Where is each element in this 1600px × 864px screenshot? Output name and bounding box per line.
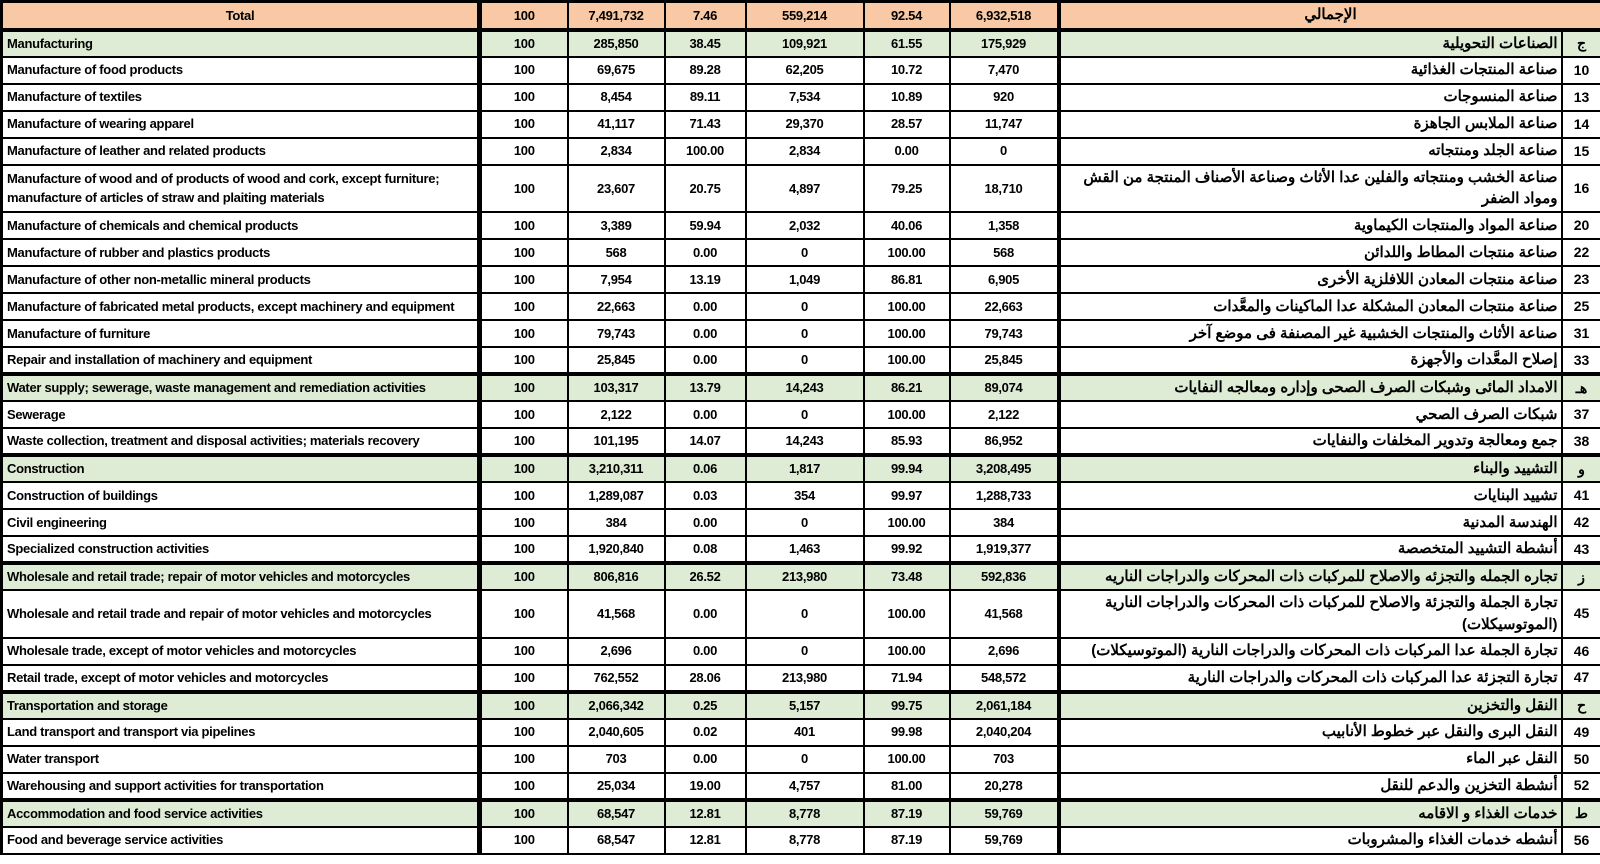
cell-pct-100: 100	[480, 30, 568, 57]
activity-name-ar: تجارة الجملة عدا المركبات ذات المحركات والدراجات النارية (الموتوسيكلات)	[1059, 638, 1562, 665]
activity-name-ar: الهندسة المدنية	[1059, 509, 1562, 536]
activity-name-ar: الامداد المائى وشبكات الصرف الصحى وإداره ومعالجه النفايات	[1059, 374, 1562, 401]
activity-code: و	[1562, 455, 1600, 482]
cell-pct-b: 71.94	[864, 665, 950, 692]
activity-name-en: Water supply; sewerage, waste management and remediation activities	[2, 374, 480, 401]
cell-val-a: 14,243	[746, 428, 864, 455]
cell-val-b: 175,929	[950, 30, 1059, 57]
cell-val-a: 401	[746, 719, 864, 746]
cell-val-a: 213,980	[746, 665, 864, 692]
cell-pct-b: 87.19	[864, 827, 950, 854]
activity-name-ar: خدمات الغذاء و الاقامه	[1059, 800, 1562, 827]
activity-name-ar: تجارة الجملة والتجزئة والاصلاح للمركبات ذات المحركات والدراجات النارية (الموتوسيكلات)	[1059, 590, 1562, 638]
cell-val-b: 20,278	[950, 773, 1059, 800]
activity-name-en: Construction of buildings	[2, 482, 480, 509]
table-row	[2, 536, 1600, 563]
activity-name-ar: صناعة الملابس الجاهزة	[1059, 111, 1562, 138]
cell-pct-100: 100	[480, 509, 568, 536]
cell-val-b: 1,358	[950, 212, 1059, 239]
activity-code: ج	[1562, 30, 1600, 57]
activity-name-ar: النقل والتخزين	[1059, 692, 1562, 719]
activity-name-en: Construction	[2, 455, 480, 482]
cell-val-a: 7,534	[746, 84, 864, 111]
cell-pct-a: 89.28	[665, 57, 746, 84]
activity-code: 13	[1562, 84, 1600, 111]
activity-code: 45	[1562, 590, 1600, 638]
activity-name-en: Manufacture of rubber and plastics products	[2, 239, 480, 266]
table-row	[2, 638, 1600, 665]
cell-pct-100: 100	[480, 638, 568, 665]
activity-name-ar: صناعة منتجات المعادن المشكلة عدا الماكينات والمعَّدات	[1059, 293, 1562, 320]
activity-name-en: Manufacture of fabricated metal products, except machinery and equipment	[2, 293, 480, 320]
cell-pct-a: 0.00	[665, 239, 746, 266]
cell-pct-a: 13.79	[665, 374, 746, 401]
cell-total-count: 101,195	[568, 428, 665, 455]
activity-code: 16	[1562, 165, 1600, 213]
cell-pct-a: 0.00	[665, 293, 746, 320]
cell-pct-100: 100	[480, 165, 568, 213]
cell-val-a: 0	[746, 293, 864, 320]
cell-pct-b: 87.19	[864, 800, 950, 827]
activity-code: ح	[1562, 692, 1600, 719]
table-row	[2, 773, 1600, 800]
cell-pct-a: 28.06	[665, 665, 746, 692]
cell-total-count: 806,816	[568, 563, 665, 590]
table-row	[2, 165, 1600, 213]
activity-code: 10	[1562, 57, 1600, 84]
cell-pct-100: 100	[480, 293, 568, 320]
table-row	[2, 746, 1600, 773]
cell-pct-b: 61.55	[864, 30, 950, 57]
activity-name-ar: أنشطة التشييد المتخصصة	[1059, 536, 1562, 563]
activity-name-en: Manufacture of food products	[2, 57, 480, 84]
cell-pct-a: 13.19	[665, 266, 746, 293]
cell-val-b: 2,040,204	[950, 719, 1059, 746]
cell-pct-a: 0.00	[665, 347, 746, 374]
table-row	[2, 692, 1600, 719]
cell-pct-b: 10.89	[864, 84, 950, 111]
activity-name-ar: صناعة الخشب ومنتجاته والفلين عدا الأثاث وصناعة الأصناف المنتجة من القش ومواد الضفر	[1059, 165, 1562, 213]
cell-val-a: 0	[746, 638, 864, 665]
cell-val-b: 59,769	[950, 827, 1059, 854]
activity-name-en: Warehousing and support activities for transportation	[2, 773, 480, 800]
activity-name-ar: تجاره الجمله والتجزئه والاصلاح للمركبات ذات المحركات والدراجات الناريه	[1059, 563, 1562, 590]
cell-total-count: 2,834	[568, 138, 665, 165]
table-row	[2, 212, 1600, 239]
cell-pct-a: 0.00	[665, 638, 746, 665]
cell-val-a: 1,817	[746, 455, 864, 482]
cell-pct-a: 0.06	[665, 455, 746, 482]
cell-val-b: 6,905	[950, 266, 1059, 293]
activity-name-ar: صناعة المنتجات الغذائية	[1059, 57, 1562, 84]
table-row	[2, 57, 1600, 84]
cell-total-count: 103,317	[568, 374, 665, 401]
cell-val-a: 0	[746, 746, 864, 773]
activity-code: 41	[1562, 482, 1600, 509]
activity-name-ar: صناعة المنسوجات	[1059, 84, 1562, 111]
cell-pct-a: 12.81	[665, 800, 746, 827]
activity-code: 20	[1562, 212, 1600, 239]
cell-val-a: 0	[746, 347, 864, 374]
cell-pct-a: 0.00	[665, 401, 746, 428]
activity-name-ar: إصلاح المعَّدات والأجهزة	[1059, 347, 1562, 374]
cell-val-b: 2,696	[950, 638, 1059, 665]
activity-code: 25	[1562, 293, 1600, 320]
cell-total-count: 23,607	[568, 165, 665, 213]
cell-pct-a: 0.00	[665, 590, 746, 638]
table-row	[2, 482, 1600, 509]
cell-val-b: 384	[950, 509, 1059, 536]
cell-pct-b: 86.81	[864, 266, 950, 293]
table-row	[2, 239, 1600, 266]
cell-pct-100: 100	[480, 239, 568, 266]
cell-pct-a: 0.00	[665, 509, 746, 536]
cell-val-b: 7,470	[950, 57, 1059, 84]
activity-name-en: Water transport	[2, 746, 480, 773]
cell-val-b: 920	[950, 84, 1059, 111]
cell-total-count: 703	[568, 746, 665, 773]
cell-val-b: 2,061,184	[950, 692, 1059, 719]
cell-pct-b: 85.93	[864, 428, 950, 455]
activity-name-en: Manufacture of chemicals and chemical products	[2, 212, 480, 239]
activity-name-en: Wholesale trade, except of motor vehicles and motorcycles	[2, 638, 480, 665]
cell-pct-100: 100	[480, 455, 568, 482]
cell-pct-b: 100.00	[864, 347, 950, 374]
cell-total-count: 762,552	[568, 665, 665, 692]
cell-total-count: 568	[568, 239, 665, 266]
cell-val-a: 354	[746, 482, 864, 509]
cell-pct-b: 99.98	[864, 719, 950, 746]
cell-pct-a: 0.25	[665, 692, 746, 719]
activity-code: 43	[1562, 536, 1600, 563]
cell-pct-100: 100	[480, 84, 568, 111]
activity-name-en: Manufacture of leather and related products	[2, 138, 480, 165]
cell-pct-a: 59.94	[665, 212, 746, 239]
cell-pct-100: 100	[480, 536, 568, 563]
cell-pct-a: 0.03	[665, 482, 746, 509]
cell-pct-100: 100	[480, 212, 568, 239]
cell-pct-a: 71.43	[665, 111, 746, 138]
cell-val-a: 4,757	[746, 773, 864, 800]
cell-val-a: 1,049	[746, 266, 864, 293]
cell-val-a: 4,897	[746, 165, 864, 213]
cell-val-a: 8,778	[746, 827, 864, 854]
cell-val-b: 41,568	[950, 590, 1059, 638]
cell-total-count: 285,850	[568, 30, 665, 57]
cell-pct-b: 99.97	[864, 482, 950, 509]
activity-code: 47	[1562, 665, 1600, 692]
cell-pct-b: 100.00	[864, 239, 950, 266]
activity-code: 23	[1562, 266, 1600, 293]
table-row	[2, 509, 1600, 536]
activity-code: 49	[1562, 719, 1600, 746]
cell-val-b: 22,663	[950, 293, 1059, 320]
cell-total-count: 69,675	[568, 57, 665, 84]
activity-name-ar: أنشطة التخزين والدعم للنقل	[1059, 773, 1562, 800]
activity-name-ar: التشييد والبناء	[1059, 455, 1562, 482]
header-pct-total: 100	[480, 2, 568, 30]
cell-pct-b: 73.48	[864, 563, 950, 590]
activity-name-en: Manufacture of other non-metallic mineral products	[2, 266, 480, 293]
activity-code: 37	[1562, 401, 1600, 428]
cell-total-count: 3,389	[568, 212, 665, 239]
activity-name-ar: تشييد البنايات	[1059, 482, 1562, 509]
cell-val-b: 79,743	[950, 320, 1059, 347]
cell-pct-b: 100.00	[864, 638, 950, 665]
cell-pct-100: 100	[480, 374, 568, 401]
table-row	[2, 266, 1600, 293]
activity-name-en: Waste collection, treatment and disposal activities; materials recovery	[2, 428, 480, 455]
cell-total-count: 68,547	[568, 800, 665, 827]
activity-code: ز	[1562, 563, 1600, 590]
cell-pct-100: 100	[480, 773, 568, 800]
table-row	[2, 347, 1600, 374]
cell-total-count: 2,066,342	[568, 692, 665, 719]
header-label-ar: الإجمالي	[1059, 2, 1600, 30]
cell-pct-a: 89.11	[665, 84, 746, 111]
cell-total-count: 2,696	[568, 638, 665, 665]
cell-val-b: 25,845	[950, 347, 1059, 374]
table-row	[2, 455, 1600, 482]
activity-name-en: Manufacture of wearing apparel	[2, 111, 480, 138]
table-row	[2, 827, 1600, 854]
cell-val-b: 1,919,377	[950, 536, 1059, 563]
activity-name-en: Retail trade, except of motor vehicles and motorcycles	[2, 665, 480, 692]
cell-pct-100: 100	[480, 719, 568, 746]
activity-code: 22	[1562, 239, 1600, 266]
cell-val-a: 8,778	[746, 800, 864, 827]
cell-pct-a: 38.45	[665, 30, 746, 57]
cell-pct-b: 100.00	[864, 509, 950, 536]
cell-total-count: 25,034	[568, 773, 665, 800]
cell-val-b: 2,122	[950, 401, 1059, 428]
table-row	[2, 401, 1600, 428]
activity-name-ar: أنشطه خدمات الغذاء والمشروبات	[1059, 827, 1562, 854]
cell-val-a: 0	[746, 509, 864, 536]
activity-code: 38	[1562, 428, 1600, 455]
cell-val-a: 1,463	[746, 536, 864, 563]
table-row	[2, 30, 1600, 57]
header-count-total: 7,491,732	[568, 2, 665, 30]
cell-pct-100: 100	[480, 827, 568, 854]
cell-val-a: 5,157	[746, 692, 864, 719]
activity-name-en: Repair and installation of machinery and equipment	[2, 347, 480, 374]
cell-pct-b: 99.92	[864, 536, 950, 563]
cell-total-count: 3,210,311	[568, 455, 665, 482]
cell-pct-100: 100	[480, 57, 568, 84]
cell-total-count: 384	[568, 509, 665, 536]
cell-pct-100: 100	[480, 563, 568, 590]
cell-pct-100: 100	[480, 590, 568, 638]
cell-total-count: 25,845	[568, 347, 665, 374]
activity-name-ar: النقل البرى والنقل عبر خطوط الأنابيب	[1059, 719, 1562, 746]
cell-pct-a: 0.00	[665, 746, 746, 773]
activity-name-en: Wholesale and retail trade; repair of motor vehicles and motorcycles	[2, 563, 480, 590]
cell-pct-100: 100	[480, 138, 568, 165]
cell-total-count: 41,117	[568, 111, 665, 138]
cell-total-count: 41,568	[568, 590, 665, 638]
cell-val-a: 29,370	[746, 111, 864, 138]
activity-name-en: Manufacture of textiles	[2, 84, 480, 111]
cell-val-b: 0	[950, 138, 1059, 165]
cell-total-count: 68,547	[568, 827, 665, 854]
cell-val-a: 109,921	[746, 30, 864, 57]
activity-code: 31	[1562, 320, 1600, 347]
cell-pct-a: 26.52	[665, 563, 746, 590]
table-row	[2, 719, 1600, 746]
total-header-row	[2, 2, 1600, 30]
cell-pct-100: 100	[480, 428, 568, 455]
cell-val-b: 86,952	[950, 428, 1059, 455]
cell-pct-a: 20.75	[665, 165, 746, 213]
cell-pct-100: 100	[480, 800, 568, 827]
cell-val-b: 592,836	[950, 563, 1059, 590]
cell-val-a: 0	[746, 239, 864, 266]
cell-pct-100: 100	[480, 401, 568, 428]
header-val-a: 559,214	[746, 2, 864, 30]
cell-val-b: 18,710	[950, 165, 1059, 213]
table-row	[2, 84, 1600, 111]
cell-pct-a: 100.00	[665, 138, 746, 165]
activity-name-en: Wholesale and retail trade and repair of motor vehicles and motorcycles	[2, 590, 480, 638]
cell-total-count: 7,954	[568, 266, 665, 293]
activity-code: هـ	[1562, 374, 1600, 401]
header-pct-a: 7.46	[665, 2, 746, 30]
table-row	[2, 111, 1600, 138]
activity-name-ar: جمع ومعالجة وتدوير المخلفات والنفايات	[1059, 428, 1562, 455]
cell-pct-100: 100	[480, 111, 568, 138]
activity-name-en: Manufacture of furniture	[2, 320, 480, 347]
cell-pct-b: 99.94	[864, 455, 950, 482]
cell-pct-b: 40.06	[864, 212, 950, 239]
cell-pct-a: 0.00	[665, 320, 746, 347]
table-row	[2, 428, 1600, 455]
cell-val-a: 0	[746, 320, 864, 347]
table-row	[2, 800, 1600, 827]
cell-val-b: 11,747	[950, 111, 1059, 138]
activity-name-en: Transportation and storage	[2, 692, 480, 719]
cell-pct-b: 100.00	[864, 293, 950, 320]
activity-name-en: Manufacturing	[2, 30, 480, 57]
cell-pct-b: 81.00	[864, 773, 950, 800]
cell-pct-b: 10.72	[864, 57, 950, 84]
cell-pct-100: 100	[480, 482, 568, 509]
table-row	[2, 563, 1600, 590]
activity-code: 50	[1562, 746, 1600, 773]
activity-name-en: Manufacture of wood and of products of wood and cork, except furniture; manufacture of articles of straw and plaiting materials	[2, 165, 480, 213]
cell-val-b: 59,769	[950, 800, 1059, 827]
cell-val-a: 14,243	[746, 374, 864, 401]
activity-name-ar: النقل عبر الماء	[1059, 746, 1562, 773]
cell-pct-100: 100	[480, 692, 568, 719]
activity-name-ar: صناعة الأثاث والمنتجات الخشبية غير المصنفة فى موضع آخر	[1059, 320, 1562, 347]
activity-code: 46	[1562, 638, 1600, 665]
activity-code: 33	[1562, 347, 1600, 374]
table-row	[2, 293, 1600, 320]
cell-pct-b: 79.25	[864, 165, 950, 213]
activity-name-en: Sewerage	[2, 401, 480, 428]
activity-name-ar: الصناعات التحويلية	[1059, 30, 1562, 57]
activity-code: 42	[1562, 509, 1600, 536]
activity-code: 52	[1562, 773, 1600, 800]
activity-name-ar: صناعة المواد والمنتجات الكيماوية	[1059, 212, 1562, 239]
cell-val-b: 548,572	[950, 665, 1059, 692]
table-row	[2, 374, 1600, 401]
cell-pct-b: 99.75	[864, 692, 950, 719]
activity-code: 15	[1562, 138, 1600, 165]
activity-name-en: Specialized construction activities	[2, 536, 480, 563]
cell-total-count: 22,663	[568, 293, 665, 320]
cell-pct-a: 19.00	[665, 773, 746, 800]
activity-name-ar: تجارة التجزئة عدا المركبات ذات المحركات والدراجات النارية	[1059, 665, 1562, 692]
cell-pct-b: 100.00	[864, 320, 950, 347]
activity-name-ar: شبكات الصرف الصحي	[1059, 401, 1562, 428]
header-label-en: Total	[2, 2, 480, 30]
cell-total-count: 2,122	[568, 401, 665, 428]
cell-val-a: 0	[746, 590, 864, 638]
cell-total-count: 79,743	[568, 320, 665, 347]
cell-pct-b: 28.57	[864, 111, 950, 138]
activity-name-ar: صناعة منتجات المطاط واللدائن	[1059, 239, 1562, 266]
activity-code: ط	[1562, 800, 1600, 827]
activity-name-ar: صناعة منتجات المعادن اللافلزية الأخرى	[1059, 266, 1562, 293]
cell-pct-b: 100.00	[864, 590, 950, 638]
cell-val-b: 1,288,733	[950, 482, 1059, 509]
cell-val-a: 2,834	[746, 138, 864, 165]
cell-pct-100: 100	[480, 746, 568, 773]
cell-total-count: 1,920,840	[568, 536, 665, 563]
header-pct-b: 92.54	[864, 2, 950, 30]
cell-pct-a: 0.08	[665, 536, 746, 563]
cell-pct-a: 12.81	[665, 827, 746, 854]
table-row	[2, 320, 1600, 347]
cell-val-b: 3,208,495	[950, 455, 1059, 482]
cell-pct-b: 0.00	[864, 138, 950, 165]
cell-pct-b: 86.21	[864, 374, 950, 401]
cell-val-a: 213,980	[746, 563, 864, 590]
cell-pct-a: 0.02	[665, 719, 746, 746]
cell-total-count: 8,454	[568, 84, 665, 111]
activity-name-en: Land transport and transport via pipelines	[2, 719, 480, 746]
cell-val-b: 568	[950, 239, 1059, 266]
activity-code: 56	[1562, 827, 1600, 854]
cell-pct-100: 100	[480, 665, 568, 692]
cell-pct-b: 100.00	[864, 746, 950, 773]
cell-val-b: 703	[950, 746, 1059, 773]
activity-code: 14	[1562, 111, 1600, 138]
cell-total-count: 1,289,087	[568, 482, 665, 509]
cell-total-count: 2,040,605	[568, 719, 665, 746]
activity-name-en: Accommodation and food service activities	[2, 800, 480, 827]
cell-val-a: 0	[746, 401, 864, 428]
activity-name-en: Food and beverage service activities	[2, 827, 480, 854]
cell-pct-b: 100.00	[864, 401, 950, 428]
cell-val-a: 62,205	[746, 57, 864, 84]
table-row	[2, 590, 1600, 638]
cell-pct-100: 100	[480, 266, 568, 293]
activity-name-ar: صناعة الجلد ومنتجاته	[1059, 138, 1562, 165]
cell-pct-a: 14.07	[665, 428, 746, 455]
table-row	[2, 138, 1600, 165]
activity-name-en: Civil engineering	[2, 509, 480, 536]
cell-pct-100: 100	[480, 320, 568, 347]
cell-pct-100: 100	[480, 347, 568, 374]
table-row	[2, 665, 1600, 692]
cell-val-a: 2,032	[746, 212, 864, 239]
cell-val-b: 89,074	[950, 374, 1059, 401]
header-val-b: 6,932,518	[950, 2, 1059, 30]
